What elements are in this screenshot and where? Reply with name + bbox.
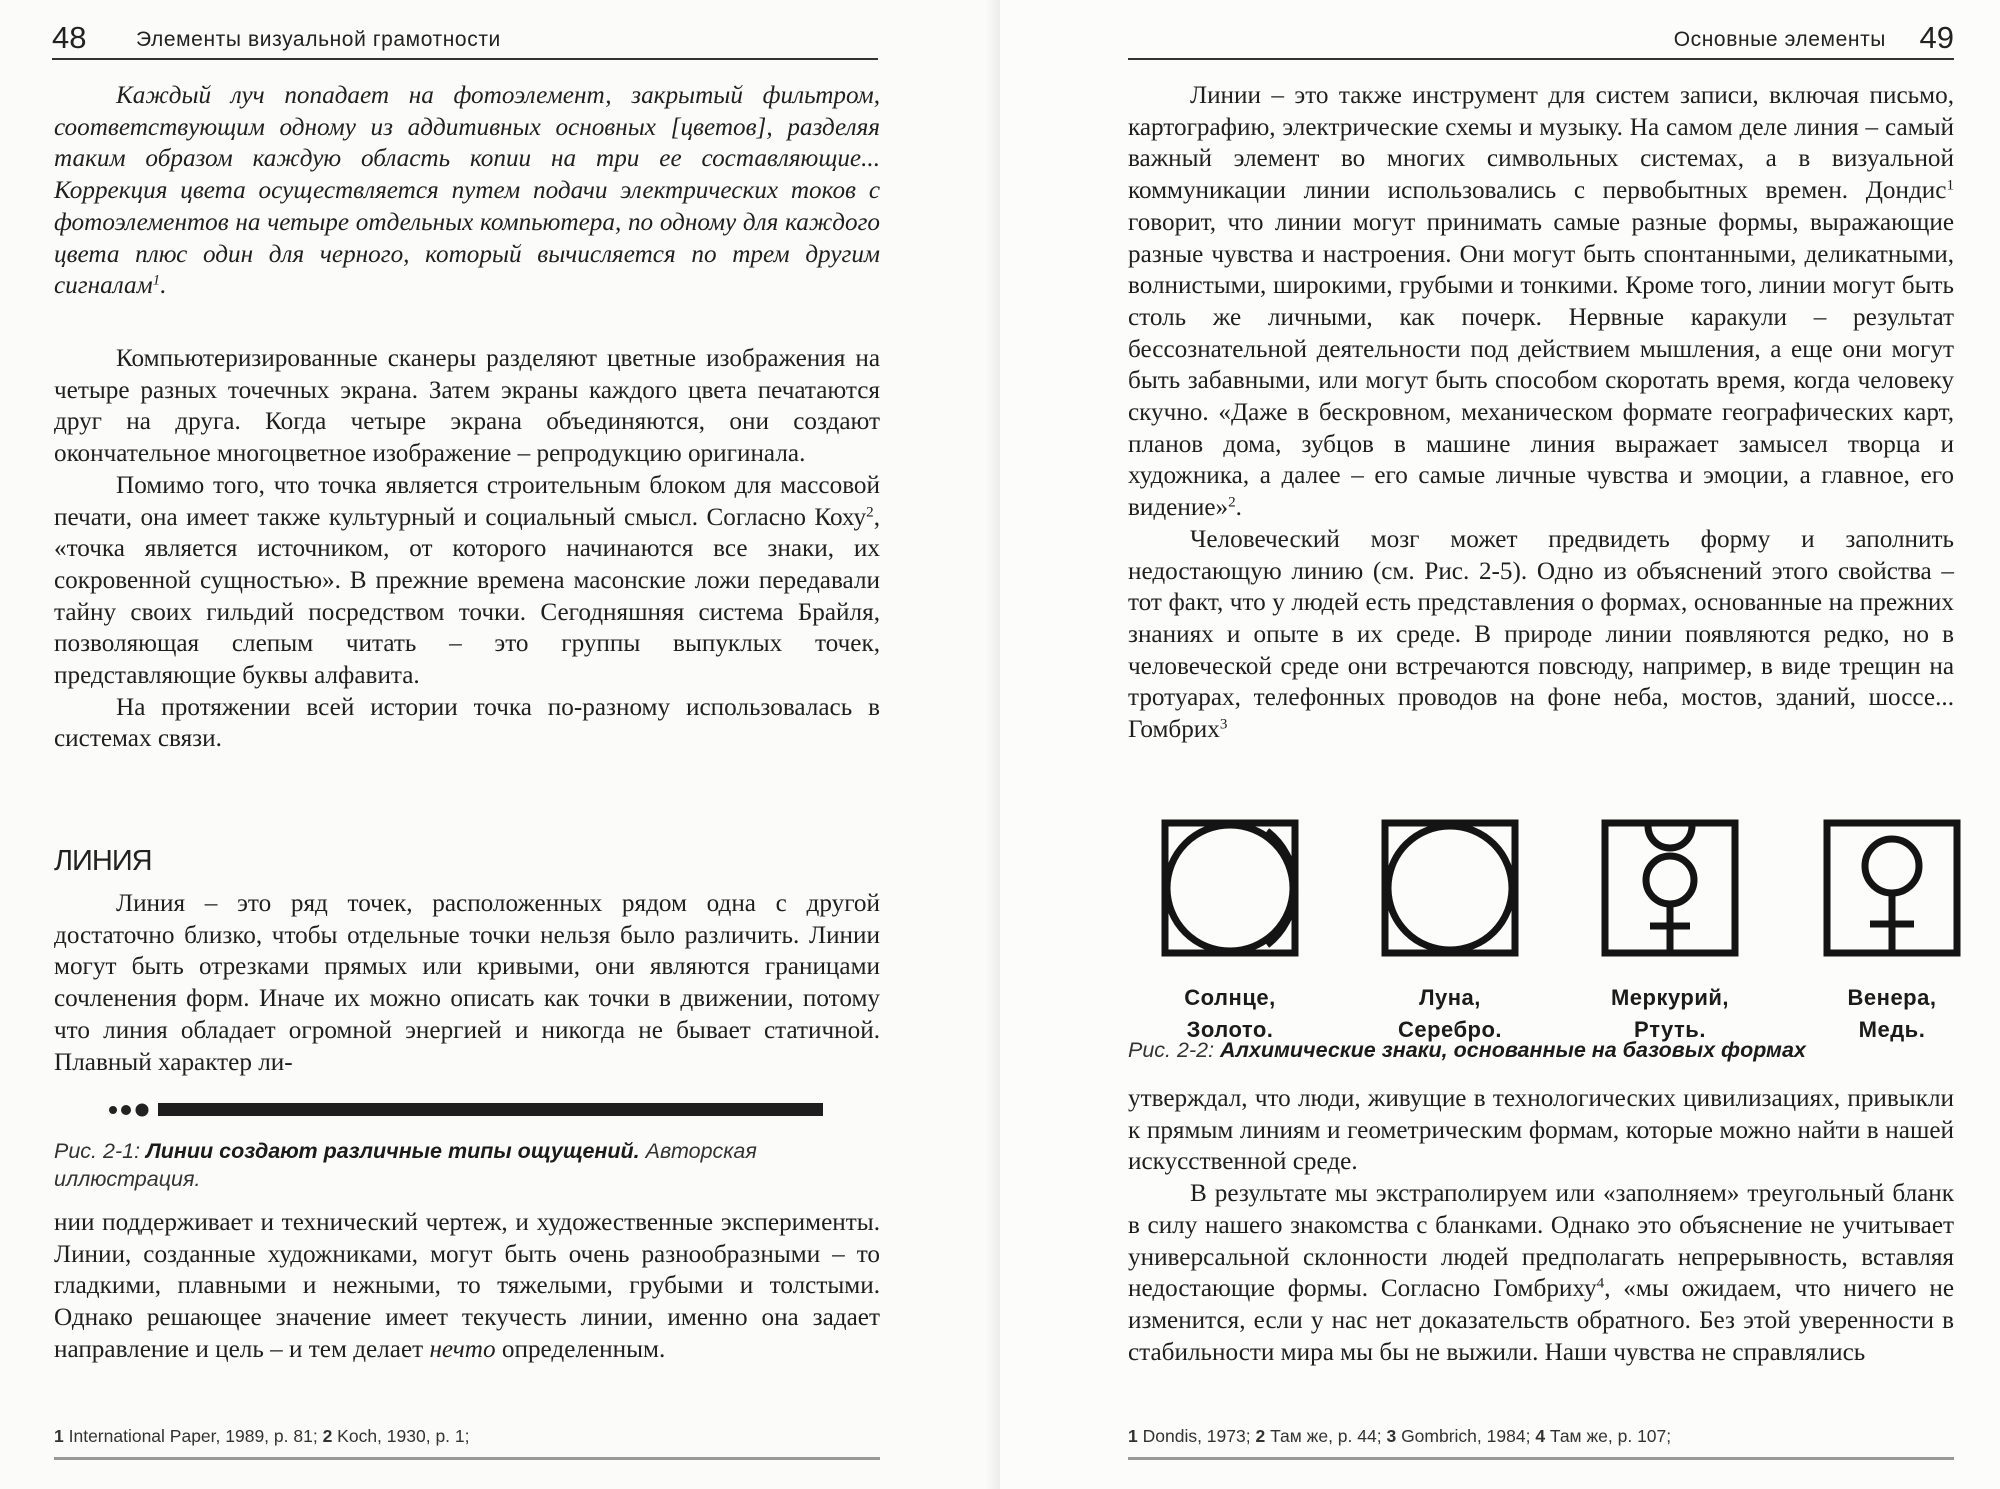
- sun-gold-icon: [1160, 818, 1300, 958]
- running-header-left: [52, 22, 878, 60]
- paragraph: В результате мы экстраполируем или «заполняем» треугольный бланк в силу нашего знакомства с бланками. Однако это объяснение не учитывает универсальной склонности людей предполагать непрерывность, вставляя недостающие формы. Согласно Гомбриху$^4$, «мы ожидаем, что ничего не изменится, если у нас нет доказательств обратного. Без этой уверенности в стабильности мира мы бы не выжили. Наши чувства не справлялись: [1128, 1180, 1954, 1366]
- body-text-bottom-right: [1128, 1083, 1954, 1368]
- header-title-left: Элементы визуальной грамотности: [136, 28, 501, 51]
- symbol-label: Венера, Медь.: [1847, 985, 1937, 1042]
- section-heading: ЛИНИЯ: [54, 845, 152, 877]
- paragraph: Помимо того, что точка является строительным блоком для массовой печати, она имеет также культурный и социальный смысл. Согласно Коху$^2$, «точка является источником, от которого начинаются все знаки, их сокровенной сущностью». В прежние времена масонские ложи передавали тайну своих гильдий посредством точки. Сегодняшняя система Брайля, позволяющая слепым читать – это группы выпуклых точек, представляющие буквы алфавита.: [54, 471, 880, 690]
- body-text-mid-left: [54, 888, 880, 1078]
- footnotes-left: 1 International Paper, 1989, p. 81; 2 Koch, 1930, p. 1;: [54, 1426, 880, 1460]
- symbol-venus: [1802, 818, 1982, 1046]
- page-number-right: 49: [1919, 20, 1954, 55]
- body-text-bottom-left: [54, 1207, 880, 1366]
- symbol-sun: [1140, 818, 1320, 1046]
- figure-caption-2-2: Рис. 2-2: Алхимические знаки, основанные на базовых формах: [1128, 1038, 1806, 1062]
- symbol-label: Солнце, Золото.: [1184, 985, 1276, 1042]
- paragraph: Линия – это ряд точек, расположенных рядом одна с другой достаточно близко, чтобы отдельные точки нельзя было различить. Линии могут быть отрезками прямых или кривыми, они являются границами сочленения форм. Иначе их можно описать как точки в движении, потому что линия обладает огромной энергией и никогда не бывает статичной. Плавный характер ли-: [54, 890, 880, 1076]
- lines-illustration: [108, 1100, 828, 1120]
- header-title-right: Основные элементы: [1673, 28, 1886, 51]
- figure-caption-2-1: Рис. 2-1: Линии создают различные типы ощущений. Авторская иллюстрация.: [54, 1139, 757, 1191]
- page-number-left: 48: [52, 20, 87, 55]
- symbol-mercury: [1580, 818, 1760, 1046]
- running-header-right: [1128, 22, 1954, 60]
- alchemical-symbols-figure: [1128, 818, 1954, 1042]
- quote-paragraph: Каждый луч попадает на фотоэлемент, закрытый фильтром, соответствующим одному из аддитивных основных [цветов], разделяя таким образом каждую область копии на три ее составляющие... Коррекция цвета осуществляется путем подачи электрических токов с фотоэлементов на четыре отдельных компьютера, по одному для каждого цвета плюс один для черного, который вычисляется по трем другим сигналам$^1$.: [54, 82, 880, 300]
- body-text-top-left: [54, 343, 880, 755]
- paragraph: нии поддерживает и технический чертеж, и художественные эксперименты. Линии, созданные художниками, могут быть очень разнообразными – то гладкими, плавными и нежными, то тяжелыми, грубыми и толстыми. Однако решающее значение имеет текучесть линии, именно она задает направление и цель – и тем делает нечто определенным.: [54, 1209, 880, 1363]
- footnotes-right: 1 Dondis, 1973; 2 Там же, р. 44; 3 Gombrich, 1984; 4 Там же, р. 107;: [1128, 1426, 1954, 1460]
- paragraph: Человеческий мозг может предвидеть форму и заполнить недостающую линию (см. Рис. 2-5). Одно из объяснений этого свойства – тот факт, что у людей есть представления о формах, основанные на прежних знаниях и опыте в их среде. В природе линии появляются редко, но в человеческой среде они встречаются повсюду, например, в виде трещин на тротуарах, телефонных проводов на фоне неба, мостов, зданий, шоссе... Гомбрих$^3$: [1128, 525, 1954, 744]
- mercury-icon: [1600, 818, 1740, 958]
- paragraph: Компьютеризированные сканеры разделяют цветные изображения на четыре разных точечных экрана. Затем экраны каждого цвета печатаются друг на друга. Когда четыре экрана объединяются, они создают окончательное многоцветное изображение – репродукцию оригинала.: [54, 345, 880, 468]
- body-text-top-right: [1128, 80, 1954, 746]
- paragraph: На протяжении всей истории точка по-разному использовалась в системах связи.: [54, 693, 880, 753]
- right-page: [1000, 0, 2000, 1489]
- symbol-label: Луна, Серебро.: [1397, 985, 1503, 1042]
- paragraph: Линии – это также инструмент для систем записи, включая письмо, картографию, электрические схемы и музыку. На самом деле линия – самый важный элемент во многих символьных системах, а в визуальной коммуникации линии использовались с первобытных времен. Дондис$^1$ говорит, что линии могут принимать самые разные формы, выражающие разные чувства и настроения. Они могут быть спонтанными, деликатными, волнистыми, широкими, грубыми и тонкими. Кроме того, линии могут быть столь же личными, как почерк. Нервные каракули – результат бессознательной деятельности под действием мышления, а еще они могут быть забавными, или могут быть способом скоротать время, когда человеку скучно. «Даже в бескровном, механическом формате географических карт, планов дома, зубцов в машине линия выражает замысел творца и художника, а далее – его самые личные чувства и эмоции, а главное, его видение»$^2$.: [1128, 82, 1954, 522]
- paragraph: утверждал, что люди, живущие в технологических цивилизациях, привыкли к прямым линиям и геометрическим формам, которые можно найти в нашей искусственной среде.: [1128, 1085, 1954, 1176]
- moon-silver-icon: [1380, 818, 1520, 958]
- quote-block: [54, 80, 880, 302]
- symbol-moon: [1360, 818, 1540, 1046]
- symbol-label: Меркурий, Ртуть.: [1610, 985, 1730, 1042]
- venus-copper-icon: [1822, 818, 1962, 958]
